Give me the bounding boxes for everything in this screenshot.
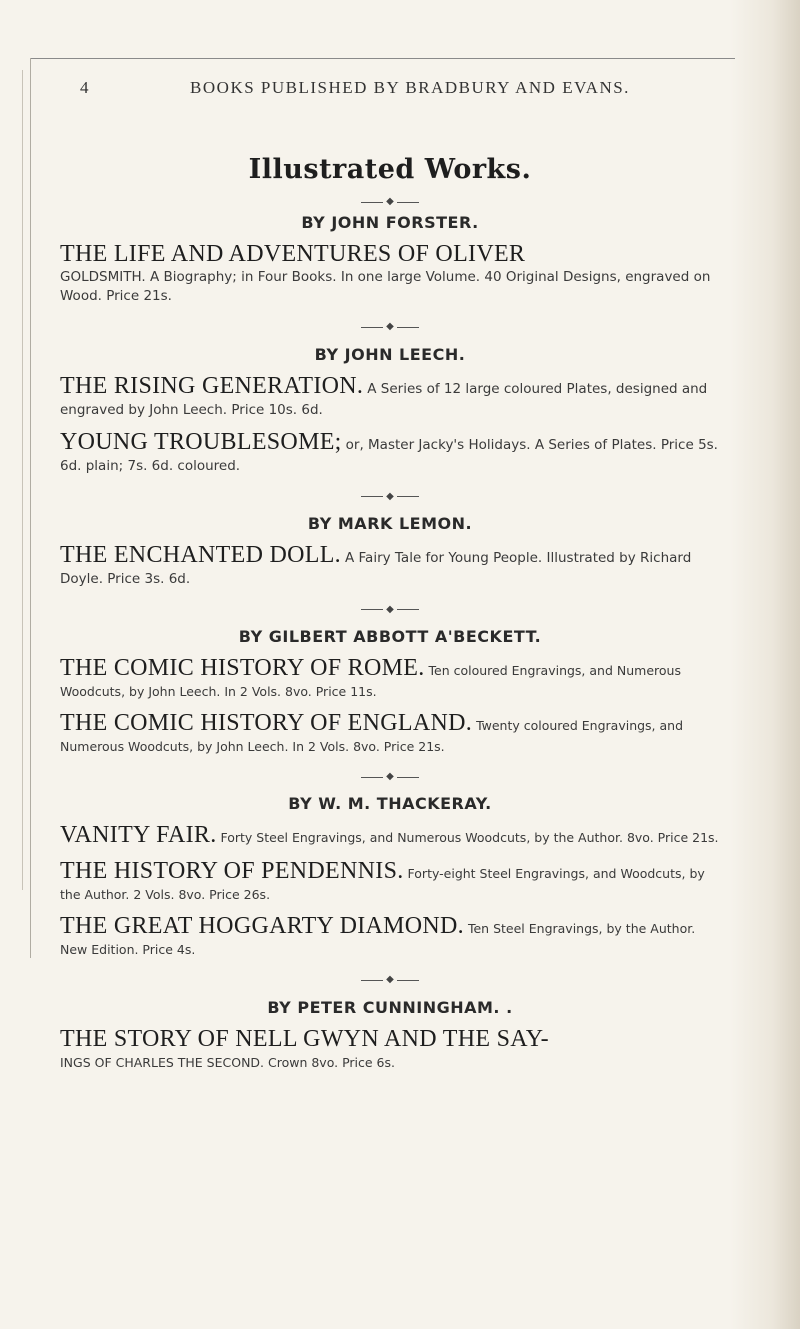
diamond-ornament-icon: ◆ bbox=[386, 603, 394, 615]
book-entry bbox=[60, 654, 720, 701]
book-description: Ten coloured Engravings, and Numerous Woodcuts, by John Leech. In 2 Vols. 8vo. Price 11s. bbox=[60, 663, 681, 700]
running-head bbox=[60, 78, 720, 106]
diamond-ornament-icon: ◆ bbox=[386, 974, 394, 986]
book-title: THE ENCHANTED DOLL. bbox=[60, 541, 341, 568]
book-description: or, Master Jacky's Holidays. A Series of Plates. Price 5s. 6d. plain; 7s. 6d. coloured. bbox=[60, 436, 718, 474]
left-rule-faint bbox=[22, 70, 23, 890]
book-entry bbox=[60, 857, 720, 904]
book-entry bbox=[60, 821, 720, 849]
book-description: A Series of 12 large coloured Plates, designed and engraved by John Leech. Price 10s. 6d. bbox=[60, 380, 708, 418]
book-title: THE COMIC HISTORY OF ENGLAND. bbox=[60, 710, 473, 737]
ornament-divider bbox=[60, 195, 720, 209]
author-heading: BY W. M. THACKERAY. bbox=[288, 794, 492, 814]
book-entry bbox=[60, 912, 720, 959]
ornament-divider bbox=[60, 770, 720, 784]
book-description: INGS OF CHARLES THE SECOND. Crown 8vo. Price 6s. bbox=[60, 1054, 395, 1070]
page-content bbox=[60, 78, 720, 1072]
book-entry bbox=[60, 372, 720, 420]
book-entry bbox=[60, 428, 720, 476]
author-heading: BY MARK LEMON. bbox=[307, 513, 473, 533]
page-edge-shadow bbox=[730, 0, 800, 1329]
book-title: THE HISTORY OF PENDENNIS. bbox=[60, 858, 404, 885]
book-description: Forty Steel Engravings, and Numerous Woodcuts, by the Author. 8vo. Price 21s. bbox=[220, 830, 719, 846]
book-entry bbox=[60, 541, 720, 589]
running-head-title: BOOKS PUBLISHED BY BRADBURY AND EVANS. bbox=[190, 78, 630, 97]
ornament-divider bbox=[60, 320, 720, 334]
book-entry bbox=[60, 1025, 720, 1072]
diamond-ornament-icon: ◆ bbox=[386, 490, 394, 502]
book-title: THE LIFE AND ADVENTURES OF OLIVER bbox=[60, 241, 526, 268]
top-rule bbox=[30, 58, 735, 59]
author-heading: BY PETER CUNNINGHAM. . bbox=[267, 997, 513, 1017]
diamond-ornament-icon: ◆ bbox=[386, 771, 394, 783]
book-title: THE GREAT HOGGARTY DIAMOND. bbox=[60, 913, 464, 940]
ornament-divider bbox=[60, 490, 720, 504]
book-description: Ten Steel Engravings, by the Author. New Edition. Price 4s. bbox=[60, 921, 696, 958]
diamond-ornament-icon: ◆ bbox=[386, 196, 394, 207]
section-title: Illustrated Works. bbox=[248, 154, 532, 185]
book-description: Twenty coloured Engravings, and Numerous Woodcuts, by John Leech. In 2 Vols. 8vo. Price 21s. bbox=[60, 718, 684, 755]
book-description: GOLDSMITH. A Biography; in Four Books. In one large Volume. 40 Original Designs, engraved on Wood. Price 21s. bbox=[60, 269, 711, 305]
ornament-divider bbox=[60, 603, 720, 617]
book-description: A Fairy Tale for Young People. Illustrated by Richard Doyle. Price 3s. 6d. bbox=[60, 549, 692, 587]
author-heading: BY GILBERT ABBOTT A'BECKETT. bbox=[238, 627, 542, 647]
book-entry bbox=[60, 240, 720, 306]
author-heading: BY JOHN LEECH. bbox=[314, 344, 466, 364]
left-rule bbox=[30, 58, 31, 958]
diamond-ornament-icon: ◆ bbox=[386, 321, 394, 333]
book-title: THE STORY OF NELL GWYN AND THE SAY- bbox=[60, 1025, 549, 1052]
page-number: 4 bbox=[80, 78, 90, 97]
book-title: THE COMIC HISTORY OF ROME. bbox=[60, 655, 425, 682]
book-title: YOUNG TROUBLESOME; bbox=[60, 428, 342, 455]
author-heading: BY JOHN FORSTER. bbox=[301, 213, 479, 233]
book-description: Forty-eight Steel Engravings, and Woodcuts, by the Author. 2 Vols. 8vo. Price 26s. bbox=[60, 866, 705, 903]
book-title: VANITY FAIR. bbox=[60, 822, 217, 849]
book-entry bbox=[60, 709, 720, 756]
ornament-divider bbox=[60, 973, 720, 987]
book-title: THE RISING GENERATION. bbox=[60, 372, 364, 399]
